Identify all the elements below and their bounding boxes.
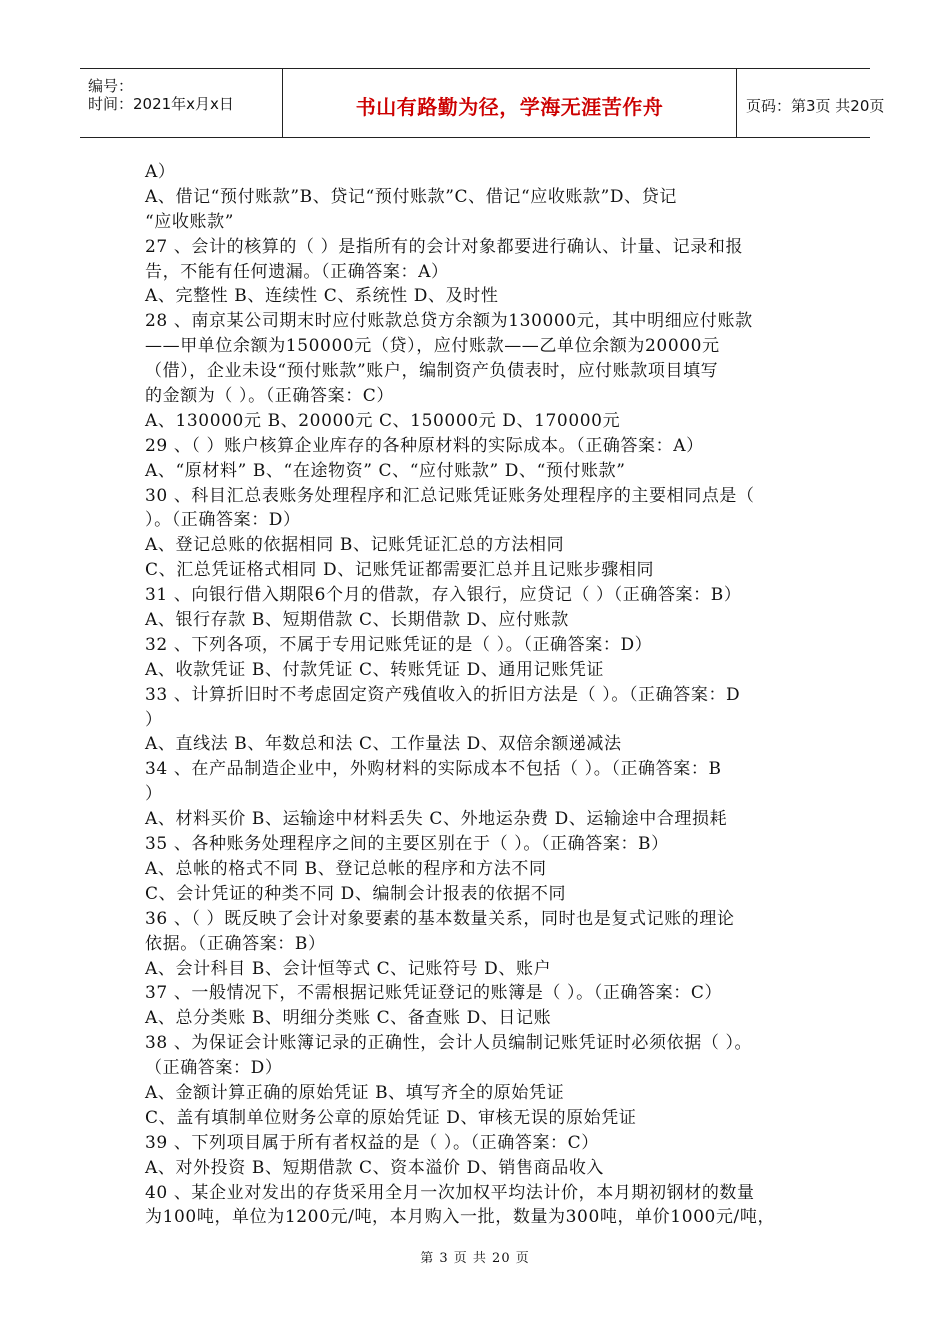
text-line: 的金额为（ ）。（正确答案：C） <box>145 386 395 407</box>
text-line: 32 、下列各项，不属于专用记账凭证的是（ ）。（正确答案：D） <box>145 634 653 655</box>
text-line: 35 、各种账务处理程序之间的主要区别在于（ ）。（正确答案：B） <box>145 834 669 855</box>
text-line: 30 、科目汇总表账务处理程序和汇总记账凭证账务处理程序的主要相同点是（ <box>145 485 755 506</box>
text-line: A、登记总账的依据相同 B、记账凭证汇总的方法相同 <box>145 535 565 556</box>
text-line: 28 、南京某公司期末时应付账款总贷方余额为130000元，其中明细应付账款 <box>145 311 753 332</box>
text-line: 27 、会计的核算的（ ）是指所有的会计对象都要进行确认、计量、记录和报 <box>145 236 744 257</box>
document-body <box>145 160 810 1230</box>
text-line: 39 、下列项目属于所有者权益的是（ ）。（正确答案：C） <box>145 1132 599 1153</box>
text-line: ） <box>145 784 163 805</box>
text-line: 38 、为保证会计账簿记录的正确性，会计人员编制记账凭证时必须依据（ ）。 <box>145 1033 753 1054</box>
page-footer: 第 3 页 共 20 页 <box>420 1251 530 1266</box>
text-line: A、会计科目 B、会计恒等式 C、记账符号 D、账户 <box>145 958 552 979</box>
text-line: A） <box>145 162 176 182</box>
page-number-label: 页码：第3页 共20页 <box>746 97 885 115</box>
text-line: A、完整性 B、连续性 C、系统性 D、及时性 <box>145 286 499 307</box>
text-line: 29 、（ ）账户核算企业库存的各种原材料的实际成本。（正确答案：A） <box>145 435 704 456</box>
text-line: 37 、一般情况下，不需根据记账凭证登记的账簿是（ ）。（正确答案：C） <box>145 983 723 1004</box>
text-line: 36 、（ ）既反映了会计对象要素的基本数量关系，同时也是复式记账的理论 <box>145 908 735 929</box>
text-line: ） <box>145 709 163 730</box>
text-line: A、总帐的格式不同 B、登记总帐的程序和方法不同 <box>145 858 547 879</box>
text-line: （借），企业未设“预付账款”账户，编制资产负债表时，应付账款项目填写 <box>145 361 719 382</box>
text-line: 40 、某企业对发出的存货采用全月一次加权平均法计价，本月期初钢材的数量 <box>145 1182 755 1203</box>
text-line: C、盖有填制单位财务公章的原始凭证 D、审核无误的原始凭证 <box>145 1107 637 1128</box>
text-line: A、对外投资 B、短期借款 C、资本溢价 D、销售商品收入 <box>145 1157 605 1178</box>
text-line: 为100吨，单位为1200元/吨，本月购入一批，数量为300吨，单价1000元/吨， <box>145 1207 776 1228</box>
page-header <box>80 68 885 138</box>
text-line: A、“原材料” B、“在途物资” C、“应付账款” D、“预付账款” <box>145 460 626 481</box>
text-line: A、总分类账 B、明细分类账 C、备查账 D、日记账 <box>145 1008 552 1029</box>
text-line: A、材料买价 B、运输途中材料丢失 C、外地运杂费 D、运输途中合理损耗 <box>145 809 728 830</box>
text-line: A、借记“预付账款”B、贷记“预付账款”C、借记“应收账款”D、贷记 <box>145 186 677 207</box>
text-line: （正确答案：D） <box>145 1058 283 1079</box>
number-label: 编号： <box>88 77 134 95</box>
header-page-cell <box>736 69 885 137</box>
text-line: 31 、向银行借入期限6个月的借款，存入银行，应贷记（ ）（正确答案：B） <box>145 585 742 606</box>
text-line: A、收款凭证 B、付款凭证 C、转账凭证 D、通用记账凭证 <box>145 659 605 680</box>
text-line: A、130000元 B、20000元 C、150000元 D、170000元 <box>145 410 621 431</box>
text-line: 33 、计算折旧时不考虑固定资产残值收入的折旧方法是（ ）。（正确答案：D <box>145 684 741 705</box>
text-line: 依据。（正确答案：B） <box>145 933 326 954</box>
text-line: A、银行存款 B、短期借款 C、长期借款 D、应付账款 <box>145 610 569 631</box>
text-line: 告，不能有任何遗漏。（正确答案：A） <box>145 261 449 282</box>
text-line: “应收账款” <box>145 211 234 232</box>
text-line: A、直线法 B、年数总和法 C、工作量法 D、双倍余额递减法 <box>145 734 622 755</box>
text-line: C、汇总凭证格式相同 D、记账凭证都需要汇总并且记账步骤相同 <box>145 560 655 581</box>
text-line: C、会计凭证的种类不同 D、编制会计报表的依据不同 <box>145 883 567 904</box>
text-line: ）。（正确答案：D） <box>145 510 301 531</box>
time-label: 时间：2021年x月x日 <box>88 95 234 113</box>
text-line: A、金额计算正确的原始凭证 B、填写齐全的原始凭证 <box>145 1082 565 1103</box>
text-line: 34 、在产品制造企业中，外购材料的实际成本不包括（ ）。（正确答案：B <box>145 759 722 780</box>
header-info-cell <box>80 69 282 137</box>
motto-text: 书山有路勤为径，学海无涯苦作舟 <box>355 95 664 119</box>
header-motto-cell <box>282 69 737 137</box>
text-line: ——甲单位余额为150000元（贷），应付账款——乙单位余额为20000元 <box>145 336 720 357</box>
